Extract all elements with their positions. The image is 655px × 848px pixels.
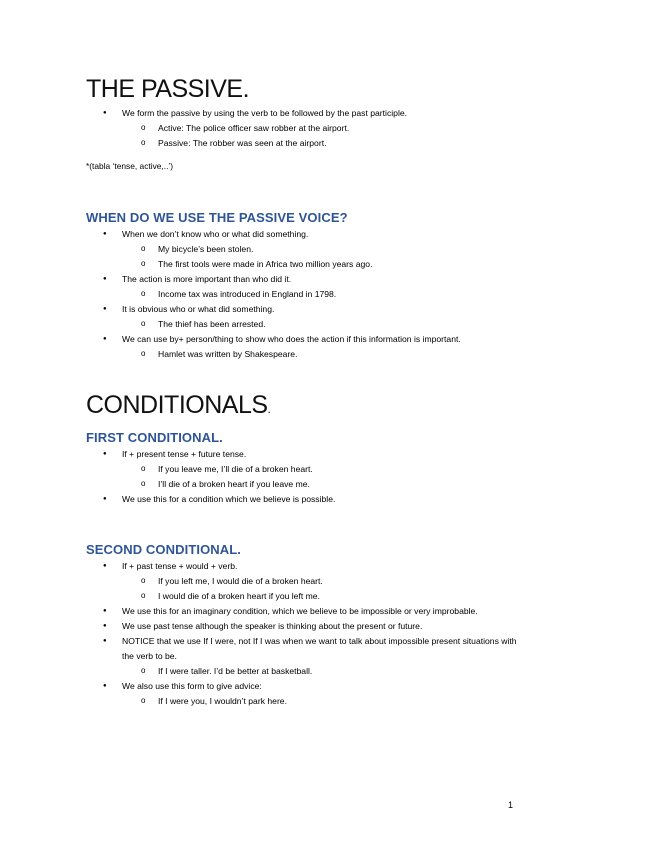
list-item: ● NOTICE that we use If I were, not If I was when we want to talk about impossible present situations with the verb to be.	[86, 634, 526, 664]
heading-when-passive: WHEN DO WE USE THE PASSIVE VOICE?	[86, 210, 348, 225]
heading-conditionals	[86, 390, 526, 424]
heading-first-conditional: FIRST CONDITIONAL.	[86, 430, 223, 445]
conditionals-title: CONDITIONALS	[86, 391, 268, 419]
heading-passive: THE PASSIVE.	[86, 75, 250, 103]
list-item: ● We use this for a condition which we believe is possible.	[86, 492, 526, 507]
when-list	[86, 227, 526, 362]
list-item: ● If + past tense + would + verb.	[86, 559, 526, 574]
list-item: ● We can use by+ person/thing to show who does the action if this information is important.	[86, 332, 526, 347]
second-conditional-list	[86, 559, 526, 709]
example-item: o If I were taller. I’d be better at basketball.	[86, 664, 526, 679]
list-item: ● We form the passive by using the verb to be followed by the past participle.	[86, 106, 526, 121]
example-item: o Hamlet was written by Shakespeare.	[86, 347, 526, 362]
document-page	[86, 74, 526, 709]
example-item: o My bicycle’s been stolen.	[86, 242, 526, 257]
example-item: o I’ll die of a broken heart if you leave me.	[86, 477, 526, 492]
list-item: ● If + present tense + future tense.	[86, 447, 526, 462]
example-item: o Passive: The robber was seen at the airport.	[86, 136, 526, 151]
example-item: o Active: The police officer saw robber at the airport.	[86, 121, 526, 136]
list-item: ● When we don’t know who or what did something.	[86, 227, 526, 242]
first-conditional-list	[86, 447, 526, 507]
example-item: o If you left me, I would die of a broken heart.	[86, 574, 526, 589]
heading-second-conditional: SECOND CONDITIONAL.	[86, 542, 242, 557]
list-item: ● We also use this form to give advice:	[86, 679, 526, 694]
page-number: 1	[508, 800, 514, 810]
passive-list	[86, 106, 526, 151]
list-item: ● The action is more important than who did it.	[86, 272, 526, 287]
example-item: o The first tools were made in Africa two million years ago.	[86, 257, 526, 272]
conditionals-title-dot: .	[267, 402, 271, 416]
list-item: ● We use this for an imaginary condition, which we believe to be impossible or very improbable.	[86, 604, 526, 619]
table-note: *(tabla ‘tense, active,..’)	[86, 161, 174, 171]
list-item: ● We use past tense although the speaker is thinking about the present or future.	[86, 619, 526, 634]
example-item: o Income tax was introduced in England in 1798.	[86, 287, 526, 302]
example-item: o If you leave me, I’ll die of a broken heart.	[86, 462, 526, 477]
example-item: o The thief has been arrested.	[86, 317, 526, 332]
example-item: o If I were you, I wouldn’t park here.	[86, 694, 526, 709]
example-item: o I would die of a broken heart if you left me.	[86, 589, 526, 604]
list-item: ● It is obvious who or what did something.	[86, 302, 526, 317]
